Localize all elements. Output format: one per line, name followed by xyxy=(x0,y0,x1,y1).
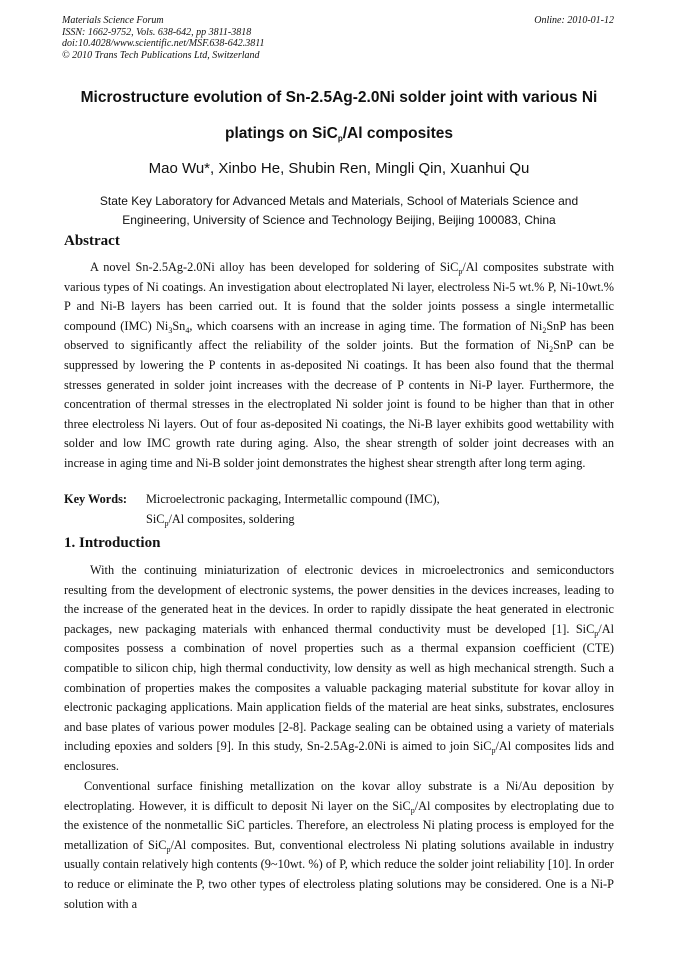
online-date: Online: 2010-01-12 xyxy=(534,15,614,26)
introduction-paragraph-2: Conventional surface finishing metallization on the kovar alloy substrate is a Ni/Au deposition by electroplating. However, it is difficult to deposit Ni layer on the SiC$_p$/Al composites by electroplating due to the existence of the nonmetallic SiC particles. Therefore, an electroless Ni plating process is employed for the metallization of SiC$_p$/Al composites. But, conventional electroless Ni plating solutions available in industry usually contain relatively high contents (9~10wt. %) of P, which reduce the solder joint reliability [10]. In order to reduce or eliminate the P, two other types of electroless plating solutions may be considered. One is a Ni-P solution with a xyxy=(64,779,614,911)
journal-header xyxy=(62,15,265,61)
journal-name: Materials Science Forum xyxy=(62,15,164,26)
paper-title-line-2: platings on SiC$_p$/Al composites xyxy=(225,125,453,143)
keywords: Key Words: Microelectronic packaging, Intermetallic compound (IMC), SiC$_p$/Al composites, soldering xyxy=(64,492,440,528)
keywords-label: Key Words: xyxy=(64,492,127,506)
introduction-paragraph-1: With the continuing miniaturization of electronic devices in microelectronics and semiconductors resulting from the development of electronic systems, the power densities in the devices increases, leading to the increase of the generated heat in the devices. In order to rapidly dissipate the heat generated in electronic packages, new packaging materials with enhanced thermal conductivity must be developed [1]. SiC$_p$/Al composites possess a combination of novel properties such as a thermal expansion coefficient (CTE) compatible to silicon chip, high thermal conductivity, low density as well as high mechanical strength. Such a combination of properties makes the composites a valuable packaging material substitute for kovar alloy in electronic packaging applications. Main application fields of the material are heat sinks, substrates, enclosures and base plates of various power modules [2-8]. Package sealing can be obtained using a variety of materials including epoxies and solders [9]. In this study, Sn-2.5Ag-2.0Ni is aimed to join SiC$_p$/Al composites lids and enclosures. xyxy=(64,563,615,773)
author-list: Mao Wu*, Xinbo He, Shubin Ren, Mingli Qin, Xuanhui Qu xyxy=(148,160,530,177)
affiliation: State Key Laboratory for Advanced Metals and Materials, School of Materials Science and Engineering, University of Science and Technology Beijing, Beijing 100083, China xyxy=(99,194,579,227)
copyright-line: © 2010 Trans Tech Publications Ltd, Switzerland xyxy=(62,49,260,61)
paper-title-line-1: Microstructure evolution of Sn-2.5Ag-2.0Ni solder joint with various Ni xyxy=(80,89,598,106)
abstract-body: A novel Sn-2.5Ag-2.0Ni alloy has been developed for soldering of SiC$_p$/Al composites substrate with various types of Ni coatings. An investigation about electroplated Ni layer, electroless Ni-5 wt.% P, Ni-10wt.% P and Ni-B layers has been carried out. It is found that the solder joints possess a single intermetallic compound (IMC) $Ni_3Sn_4$, which coarsens with an increase in aging time. The formation of $Ni_2SnP$ has been observed to significantly affect the reliability of the solder joints. But the formation of $Ni_2SnP$ can be suppressed by lowering the P contents in as-deposited Ni coatings. It has been also found that the thermal stresses generated in solder joint increases with the decrease of P contents in Ni-P layer. Furthermore, the concentration of thermal stresses in the electroplated Ni solder joint is found to be higher than that in other three electroless Ni layers. Out of four as-deposited Ni coatings, the Ni-B layer exhibits good wettability with solder and low IMC growth rate during aging. Also, the shear strength of solder joint decreases with an increase in aging time and Ni-B solder joint demonstrates the highest shear strength after long term aging. xyxy=(64,260,614,470)
introduction-heading: 1. Introduction xyxy=(64,535,161,551)
issn-line: ISSN: 1662-9752, Vols. 638-642, pp 3811-3818 xyxy=(62,26,252,38)
doi-line[interactable]: doi:10.4028/www.scientific.net/MSF.638-642.3811 xyxy=(62,38,265,49)
abstract-heading: Abstract xyxy=(64,233,120,249)
